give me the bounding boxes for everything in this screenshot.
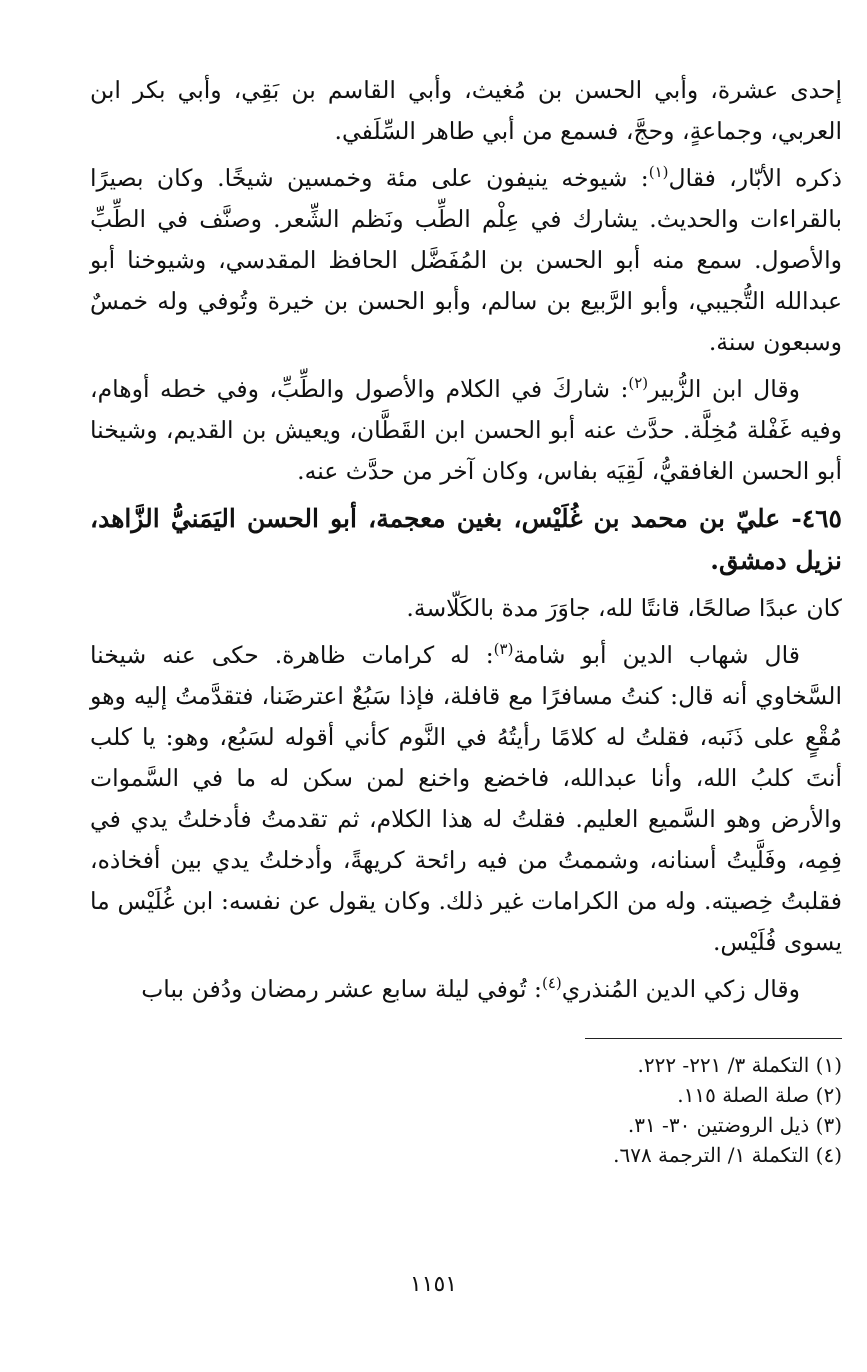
footnote-ref: (٣) [493,640,514,659]
entry-heading [90,498,842,582]
footnote-separator [585,1038,842,1039]
footnote-item: (٤) التكملة ١/ الترجمة ٦٧٨. [613,1143,842,1167]
footnote-item: (١) التكملة ٣/ ٢٢١- ٢٢٢. [637,1053,842,1077]
footnote-ref: (١) [648,163,669,182]
text-run: ٤٦٥- عليّ بن محمد بن غُلَيْس، بغين معجمة، أبو الحسن اليَمَنيُّ الزَّاهد، نزيل دمشق. [90,504,842,575]
footnote-ref: (٢) [628,374,649,393]
body-text [90,70,842,1016]
text-run: ذكره الأبّار، فقال [668,164,842,192]
text-run: : تُوفي ليلة سابع عشر رمضان ودُفن بباب [141,975,542,1003]
page-number: ١١٥١ [409,1272,458,1297]
text-run: : له كرامات ظاهرة. حكى عنه شيخنا السَّخاوي أنه قال: كنتُ مسافرًا مع قافلة، فإذا سَبُعٌ اعترضَنا، فتقدَّمتُ إليه وهو مُقْعٍ على ذَنَبه، فقلتُ له كلامًا رأيتُهُ في النَّوم كأني أقوله لسَبُع، وهو: يا كلب أنتَ كلبُ الله، وأنا عبدالله، فاخضع واخنع لمن سكن له ما في السَّموات والأرض وهو السَّميع العليم. فقلتُ له هذا الكلام، ثم تقدمتُ فأدخلتُ يدي في فِمِه، وفَلَّيتُ أسنانه، وشممتُ من فيه رائحة كريهةً، وأدخلتُ يدي بين أفخاذه، فقلبتُ خِصيته. وله من الكرامات غير ذلك. وكان يقول عن نفسه: ابن غُلَيْس ما يسوى فُلَيْس. [90,641,842,956]
paragraph [90,588,842,629]
text-run: كان عبدًا صالحًا، قانتًا لله، جاوَرَ مدة بالكَلّاسة. [406,594,842,622]
text-run: : شاركَ في الكلام والأصول والطِّبِّ، وفي خطه أوهام، وفيه غَفْلة مُخِلَّة. حدَّث عنه أبو الحسن ابن القَطَّان، ويعيش بن القديم، وشيخنا أبو الحسن الغافقيُّ، لَقِيَه بفاس، وكان آخر من حدَّث عنه. [90,375,842,485]
footnote-item: (٢) صلة الصلة ١١٥. [677,1083,842,1107]
footnote-ref: (٤) [541,974,562,993]
text-run: : شيوخه ينيفون على مئة وخمسين شيخًا. وكان بصيرًا بالقراءات والحديث. يشارك في عِلْم الطِّب ونَظم الشِّعر. وصنَّف في الطِّبِّ والأصول. سمع منه أبو الحسن بن المُفَضَّل الحافظ المقدسي، وشيوخنا أبو عبدالله التُّجيبي، وأبو الرَّبيع بن سالم، وأبو الحسن بن خيرة وتُوفي وله خمسٌ وسبعون سنة. [90,164,842,356]
text-run: وقال ابن الزُّبير [648,375,800,403]
paragraph [90,969,842,1010]
paragraph [90,70,842,152]
text-run: قال شهاب الدين أبو شامة [513,641,800,669]
text-run: إحدى عشرة، وأبي الحسن بن مُغيث، وأبي القاسم بن بَقِي، وأبي بكر ابن العربي، وجماعةٍ، وحجَّ، فسمع من أبي طاهر السِّلَفي. [90,76,842,145]
paragraph [90,369,842,492]
paragraph [90,635,842,963]
text-run: وقال زكي الدين المُنذري [561,975,800,1003]
footnotes-list [400,1050,842,1170]
paragraph [90,158,842,363]
footnote-item: (٣) ذيل الروضتين ٣٠- ٣١. [627,1113,842,1137]
